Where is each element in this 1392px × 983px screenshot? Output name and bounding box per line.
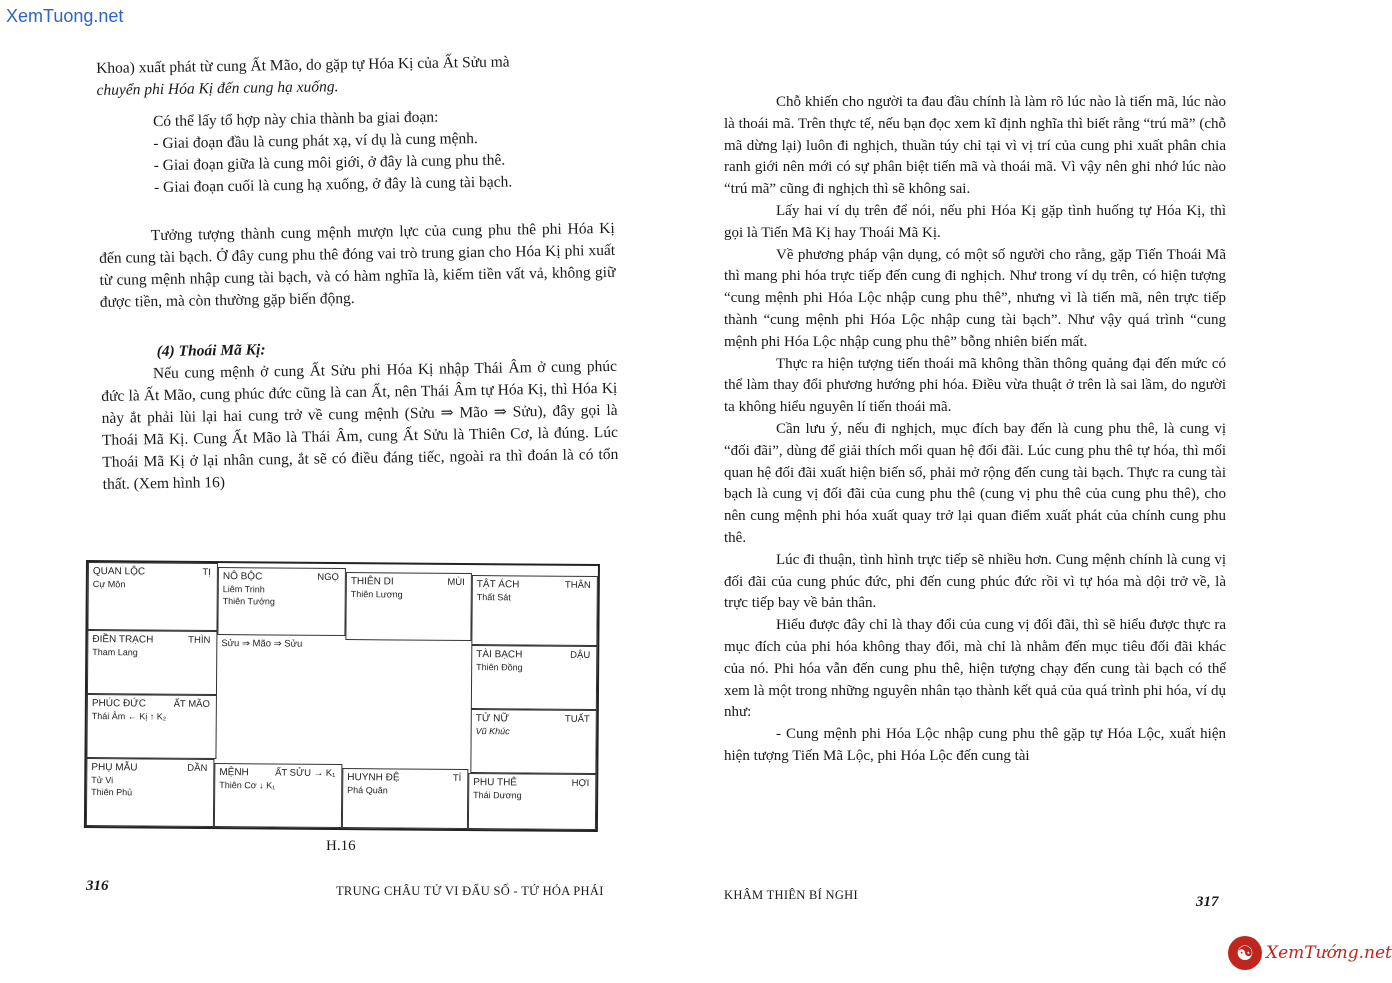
body-paragraph: Cần lưu ý, nếu đi nghịch, mục đích bay đến là cung phu thê, là cung vị “đối đãi”, dùng để giải thích mối quan hệ đối đãi. Lúc cung phu thê tự hóa, thì mối quan hệ đối đãi xuất hiện biến số, phải mở rộng đến cung tài bạch. Thực ra cung tài bạch là cung vị đối đãi của cung phu thê (cung vị phu thê của cung phu thê), cho nên cung mệnh phi hóa xuất quay trở lại quan điểm xuất phát của chính cung phu thê. <box>724 420 1226 546</box>
chart-cell: HUYNH ĐỆ TÍ Phá Quân <box>342 768 468 829</box>
site-logo <box>1228 933 1392 973</box>
running-footer-right: KHÂM THIÊN BÍ NGHI <box>724 888 858 902</box>
left-page <box>96 50 619 496</box>
watermark-text: XemTuong.net <box>6 6 124 26</box>
chart-cell: PHU THÊ HỢI Thái Dương <box>468 773 596 830</box>
chart-cell: TẬT ÁCH THÂN Thất Sát <box>471 575 598 646</box>
body-paragraph: Hiểu được đây chỉ là thay đổi của cung vị đối đãi, thì sẽ hiểu được thực ra mục đích của phi hóa không thay đổi, mà chỉ là nhằm đến mục tiêu đối đãi khác của nó. Phi hóa vẫn đến cung phu thê, hiện tượng chạy đến cung tài bạch có thể xem là một trong những nguyên nhân tạo thành kết quả của quá trình phi hóa, ví dụ như: <box>724 617 1226 721</box>
body-paragraph: Lấy hai ví dụ trên để nói, nếu phi Hóa Kị gặp tình huống tự Hóa Kị, thì gọi là Tiến Mã Kị hay Thoái Mã Kị. <box>724 202 1226 241</box>
body-paragraph: Chỗ khiến cho người ta đau đầu chính là làm rõ lúc nào là tiến mã, lúc nào là thoái mã. Trên thực tế, nếu bạn đọc xem kĩ định nghĩa thì biết rằng “trú mã” (chỗ mã dừng lại) luôn đi nghịch, thuần túy chỉ tại vì vị trí của cung phi xuất phân chia ranh giới nên mới có sự phân biệt tiến mã và thoái mã. Vì vậy nên ghi nhớ lúc nào “trú mã” cũng đi nghịch thì sẽ không sai. <box>724 94 1226 198</box>
body-paragraph: Nếu cung mệnh ở cung Ất Sửu phi Hóa Kị nhập Thái Âm ở cung phúc đức là Ất Mão, cung phúc đức cũng là can Ất, nên Thái Âm tự Hóa Kị, thì Hóa Kị này ắt phải lùi lại hai cung trở về cung mệnh (Sửu ⇒ Mão ⇒ Sửu), đây gọi là Thoái Mã Kị. Cung Ất Mão là Thái Âm, cung Ất Sửu là Thiên Cơ, là đúng. Lúc Thoái Mã Kị ở lại nhân cung, ắt sẽ có điều đáng tiếc, ngoài ra thì đoán là có tổn thất. (Xem hình 16) <box>101 357 619 493</box>
chart-cell: PHÚC ĐỨC ẤT MÃO Thái Âm ← Kị ↑ K₂ <box>86 694 216 759</box>
intro-line-2: chuyển phi Hóa Kị đến cung hạ xuống. <box>96 78 339 99</box>
chart-cell: THIÊN DI MÙI Thiên Lương <box>345 572 472 641</box>
chart-cell: NÔ BỘC NGỌ Liêm Trinh Thiên Tướng <box>217 567 346 636</box>
chart-cell: TÀI BẠCH DẬU Thiên Đồng <box>471 645 597 710</box>
body-paragraph: Tưởng tượng thành cung mệnh mượn lực của cung phu thê phi Hóa Kị đến cung tài bạch. Ở đây cung phu thê đóng vai trò trung gian cho Hóa Kị phi xuất từ cung mệnh nhập cung tài bạch, và có hàm nghĩa là, kiếm tiền vất vả, không giữ được tiền, mà còn thường gặp biến động. <box>99 219 616 311</box>
chart-cell: ĐIỀN TRẠCH THÌN Tham Lang <box>87 630 217 695</box>
logo-text: XemTướng.net <box>1266 943 1392 963</box>
body-paragraph: Về phương pháp vận dụng, có một số người cho rằng, gặp Tiến Thoái Mã thì mang phi hóa trực tiếp đến cung đi nghịch. Như trong ví dụ trên, có hiện tượng “cung mệnh phi Hóa Lộc nhập cung phu thê”, nhưng vì là tiến mã, nên trực tiếp thành “cung mệnh phi Hóa Lộc nhập cung tài bạch”. Như vậy quá trình “cung mệnh phi Hóa Lộc nhập cung phu thê” bỗng nhiên biến mất. <box>724 246 1226 350</box>
palace-chart <box>84 560 600 832</box>
stage-list-item: - Giai đoạn đầu là cung phát xạ, ví dụ là cung mệnh. <box>153 130 478 153</box>
stage-list-item: - Giai đoạn giữa là cung môi giới, ở đây là cung phu thê. <box>153 151 506 175</box>
chart-center <box>216 635 471 765</box>
section-heading: (4) Thoái Mã Kị: <box>156 341 266 361</box>
chart-cell: TỬ NỮ TUẤT Vũ Khúc <box>470 709 596 774</box>
stage-list-title: Có thể lấy tổ hợp này chia thành ba giai đoạn: <box>152 108 439 131</box>
page-number-right: 317 <box>1196 894 1219 910</box>
chart-cell: MỆNH ẤT SỬU → K₁ Thiên Cơ ↓ K₁ <box>214 763 342 828</box>
chart-cell: QUAN LỘC TỊ Cự Môn <box>87 562 218 631</box>
body-paragraph: Thực ra hiện tượng tiến thoái mã không thần thông quảng đại đến mức có thể làm thay đổi phương hướng phi hóa. Điều vừa thuật ở trên là sai lầm, do người ta không hiểu nguyên lí tiến thoái mã. <box>724 355 1226 416</box>
body-paragraph: Lúc đi thuận, tình hình trực tiếp sẽ nhiều hơn. Cung mệnh chính là cung vị đối đãi của cung phúc đức, phi đến cung phúc đức rồi vì tự hóa mà dội trở về, là trực tiếp bay về bản thân. <box>724 551 1226 612</box>
stage-list-item: - Giai đoạn cuối là cung hạ xuống, ở đây là cung tài bạch. <box>153 173 513 197</box>
running-footer-left: TRUNG CHÂU TỬ VI ĐẨU SỐ - TỨ HÓA PHÁI <box>336 884 604 898</box>
body-paragraph: - Cung mệnh phi Hóa Lộc nhập cung phu thê gặp tự Hóa Lộc, xuất hiện hiện tượng Tiến Mã Lộc, phi Hóa Lộc đến cung tài <box>724 726 1226 764</box>
chart-cell: PHỤ MẪU DẦN Tử Vi Thiên Phủ <box>86 758 215 827</box>
stage-list <box>97 104 614 200</box>
chart-center-note: Sửu ⇒ Mão ⇒ Sửu <box>221 638 303 650</box>
page-number-left: 316 <box>86 878 109 894</box>
right-page <box>724 92 1226 768</box>
intro-line-1: Khoa) xuất phát từ cung Ất Mão, do gặp tự Hóa Kị của Ất Sửu mà <box>96 53 510 77</box>
figure-caption: H.16 <box>326 838 356 854</box>
yin-yang-icon: ☯ <box>1228 936 1262 970</box>
